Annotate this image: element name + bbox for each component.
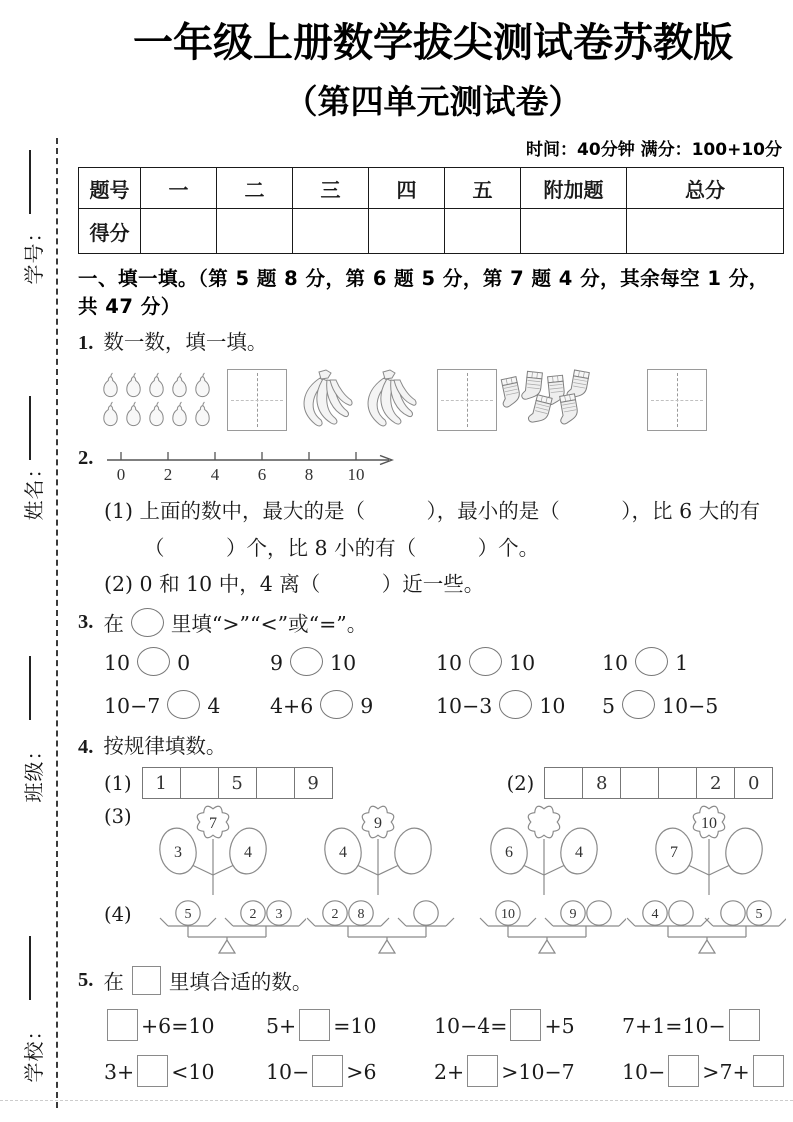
score-empty-cell — [521, 209, 627, 254]
question-1-pictures — [78, 359, 788, 441]
balance-diagram — [626, 897, 786, 957]
comparison-right: 4 — [207, 694, 221, 719]
answer-box — [668, 1055, 699, 1087]
question-3-number: 3. — [78, 610, 94, 633]
balance-diagram — [466, 897, 626, 957]
sequence-cell — [180, 767, 219, 799]
answer-box — [107, 1009, 138, 1041]
sequence-cell: 2 — [696, 767, 735, 799]
question-2-number: 2. — [78, 447, 94, 469]
comparison-left: 10−7 — [104, 694, 161, 719]
tick-label: 2 — [164, 465, 173, 484]
sock-icon — [557, 394, 580, 425]
tick-label: 0 — [117, 465, 126, 484]
pear-icon — [146, 401, 167, 428]
sequence-strip — [544, 767, 773, 799]
comparison-item — [602, 647, 788, 676]
score-empty-cell — [627, 209, 784, 254]
flower-number: 7 — [669, 844, 678, 862]
balance-diagram — [306, 897, 466, 957]
comparison-circle — [167, 690, 200, 719]
paper-subtitle: （第四单元测试卷） — [284, 82, 582, 121]
pear-icon — [192, 372, 213, 399]
count-group-pears — [100, 369, 287, 431]
question-2-line-2: （ ）个，比 8 小的有（ ）个。 — [144, 535, 540, 560]
comparison-circle — [290, 647, 323, 676]
answer-box — [467, 1055, 498, 1087]
equation: 3+ <10 — [104, 1055, 266, 1087]
time-score-note: 时间：40分钟 满分：100+10分 — [526, 140, 782, 160]
flower-number: 9 — [374, 815, 383, 833]
pear-grid — [100, 372, 213, 428]
balance-diagram — [146, 897, 306, 957]
comparison-circle — [622, 690, 655, 719]
comparison-left: 10 — [602, 651, 629, 676]
page-bottom-edge — [0, 1100, 793, 1101]
score-table-header-cell: 一 — [141, 168, 217, 209]
balance-number: 8 — [357, 907, 365, 923]
comparison-row-2 — [78, 690, 788, 719]
sock-icon — [498, 377, 522, 408]
banana-group — [287, 369, 423, 431]
sequence-cell — [544, 767, 583, 799]
pear-icon — [123, 401, 144, 428]
sequence-cell: 8 — [582, 767, 621, 799]
pear-icon — [169, 372, 190, 399]
score-empty-cell — [293, 209, 369, 254]
comparison-right: 1 — [675, 651, 689, 676]
score-table-header-cell: 附加题 — [521, 168, 627, 209]
balance-number: 5 — [755, 907, 763, 923]
balance-number: 4 — [651, 907, 659, 923]
pear-icon — [192, 401, 213, 428]
question-3-prompt — [78, 607, 788, 637]
sequence-strip — [142, 767, 333, 799]
banana-bunch-icon — [351, 369, 423, 431]
score-table-score-row — [79, 209, 784, 254]
section-one-heading: 一、填一填。（第 5 题 8 分，第 6 题 5 分，第 7 题 4 分，其余每空 1 分，共 47 分） — [78, 267, 769, 318]
comparison-circle — [469, 647, 502, 676]
question-2-line-3: (2) 0 和 10 中，4 离（ ）近一些。 — [104, 572, 485, 597]
flower-diagram — [313, 801, 443, 897]
pear-icon — [123, 372, 144, 399]
subquestion-1-label: (1) — [104, 771, 132, 795]
comparison-item — [104, 690, 270, 719]
flower-diagram — [479, 801, 609, 897]
tick-label: 6 — [258, 465, 267, 484]
question-2-numberline-row — [78, 445, 788, 489]
subquestion-3-label: (3) — [104, 805, 132, 829]
balance-number: 2 — [249, 907, 257, 923]
score-table-header-row — [79, 168, 784, 209]
number-sequence-strips — [78, 767, 788, 799]
sequence-cell — [658, 767, 697, 799]
comparison-item — [270, 647, 436, 676]
comparison-left: 10 — [436, 651, 463, 676]
flower-number: 6 — [504, 844, 513, 862]
sock-icon — [528, 394, 552, 425]
flower-number: 10 — [700, 815, 717, 833]
comparison-left: 4+6 — [270, 694, 314, 719]
comparison-item — [436, 647, 602, 676]
comparison-right: 0 — [177, 651, 191, 676]
flower-diagram — [148, 801, 278, 897]
tick-label: 4 — [211, 465, 220, 484]
question-1-text: 数一数，填一填。 — [103, 330, 268, 354]
sequence-cell — [620, 767, 659, 799]
score-empty-cell — [445, 209, 521, 254]
balance-number: 10 — [500, 907, 515, 923]
rail-blank-line — [29, 656, 31, 720]
comparison-item — [602, 690, 788, 719]
score-table-header-cell: 题号 — [79, 168, 141, 209]
comparison-right: 10 — [509, 651, 536, 676]
comparison-right: 9 — [360, 694, 374, 719]
pear-icon — [169, 401, 190, 428]
question-1-prompt — [78, 325, 788, 355]
question-5-text-prefix: 在 — [103, 970, 124, 995]
count-group-bananas — [287, 369, 497, 431]
number-line — [103, 445, 403, 489]
rail-blank-line — [29, 936, 31, 1000]
question-5-number: 5. — [78, 968, 94, 991]
balance-diagrams — [132, 897, 793, 957]
balance-diagrams-row — [78, 897, 788, 957]
score-empty-cell — [369, 209, 445, 254]
binding-margin — [0, 0, 72, 1122]
subquestion-4-label: (4) — [104, 903, 132, 927]
answer-box — [312, 1055, 343, 1087]
paper-title: 一年级上册数学拔尖测试卷苏教版 — [133, 20, 733, 66]
equation: 10− >6 — [266, 1055, 434, 1087]
banana-bunch-icon — [287, 369, 359, 431]
answer-box — [729, 1009, 760, 1041]
subquestion-2-label: (2) — [506, 771, 535, 795]
question-3-text-prefix: 在 — [103, 612, 124, 637]
flower-number: 7 — [208, 815, 217, 833]
comparison-item — [270, 690, 436, 719]
tick-label: 8 — [305, 465, 314, 484]
score-table-header-cell: 三 — [293, 168, 369, 209]
number-line-svg — [103, 445, 403, 489]
score-table-header-cell: 二 — [217, 168, 293, 209]
comparison-circle — [635, 647, 668, 676]
score-table-header-cell: 总分 — [627, 168, 784, 209]
flower-diagrams — [132, 801, 788, 897]
flower-diagrams-row — [78, 801, 788, 897]
score-table-header-cell: 四 — [369, 168, 445, 209]
comparison-circle — [137, 647, 170, 676]
flower-number: 3 — [173, 844, 182, 862]
equation: 2+ >10−7 — [434, 1055, 622, 1087]
comparison-row-1 — [78, 647, 788, 676]
flower-number: 4 — [574, 844, 583, 862]
binding-dashed-line — [56, 138, 58, 1108]
answer-grid-box — [227, 369, 287, 431]
sequence-cell: 0 — [734, 767, 773, 799]
class-label: 班级： — [22, 739, 46, 803]
answer-grid-box — [437, 369, 497, 431]
equation-row-1 — [78, 1009, 788, 1041]
question-1-number: 1. — [78, 332, 94, 354]
comparison-left: 10−3 — [436, 694, 493, 719]
score-table — [78, 167, 784, 254]
answer-box — [299, 1009, 330, 1041]
score-row-label: 得分 — [79, 209, 141, 254]
student-number-label: 学号： — [22, 221, 46, 285]
question-4-number: 4. — [78, 736, 94, 759]
equation: 10−4= +5 — [434, 1009, 622, 1041]
sock-group — [497, 369, 633, 431]
sequence-cell — [256, 767, 295, 799]
answer-box-icon — [132, 966, 161, 995]
sequence-cell: 1 — [142, 767, 181, 799]
comparison-circle-icon — [131, 608, 164, 637]
balance-number: 3 — [275, 907, 283, 923]
pear-icon — [100, 401, 121, 428]
comparison-left: 10 — [104, 651, 131, 676]
flower-number: 4 — [243, 844, 252, 862]
count-group-socks — [497, 369, 707, 431]
paper-content — [78, 0, 788, 1087]
school-label: 学校： — [22, 1019, 46, 1083]
question-4-prompt — [78, 729, 788, 759]
balance-number: 9 — [569, 907, 577, 923]
pear-icon — [100, 372, 121, 399]
score-empty-cell — [217, 209, 293, 254]
question-3-text-suffix: 里填“>”“<”或“=”。 — [170, 612, 368, 637]
equation: 5+ =10 — [266, 1009, 434, 1041]
comparison-circle — [320, 690, 353, 719]
question-4-text: 按规律填数。 — [103, 734, 227, 759]
sequence-cell: 5 — [218, 767, 257, 799]
comparison-circle — [499, 690, 532, 719]
balance-number: 2 — [331, 907, 339, 923]
equation-row-2 — [78, 1055, 788, 1087]
answer-box — [753, 1055, 784, 1087]
sequence-cell: 9 — [294, 767, 333, 799]
student-name-label: 姓名： — [22, 457, 46, 521]
rail-blank-line — [29, 150, 31, 214]
answer-grid-box — [647, 369, 707, 431]
balance-number: 5 — [184, 907, 192, 923]
comparison-item — [436, 690, 602, 719]
flower-diagram — [644, 801, 774, 897]
question-2-subquestions — [78, 498, 788, 599]
flower-number: 4 — [339, 844, 348, 862]
comparison-right: 10 — [539, 694, 566, 719]
answer-box — [137, 1055, 168, 1087]
score-empty-cell — [141, 209, 217, 254]
comparison-left: 9 — [270, 651, 284, 676]
tick-label: 10 — [347, 465, 365, 484]
equation: 7+1=10− — [622, 1009, 788, 1041]
pear-icon — [146, 372, 167, 399]
comparison-item — [104, 647, 270, 676]
comparison-right: 10−5 — [662, 694, 719, 719]
question-5-text-suffix: 里填合适的数。 — [168, 970, 313, 995]
comparison-left: 5 — [602, 694, 616, 719]
answer-box — [510, 1009, 541, 1041]
question-5-prompt — [78, 965, 788, 995]
score-table-header-cell: 五 — [445, 168, 521, 209]
equation: 10− >7+ — [622, 1055, 788, 1087]
question-2-line-1: (1) 上面的数中，最大的是（ ），最小的是（ ），比 6 大的有 — [104, 499, 761, 523]
comparison-right: 10 — [330, 651, 357, 676]
equation: +6=10 — [104, 1009, 266, 1041]
